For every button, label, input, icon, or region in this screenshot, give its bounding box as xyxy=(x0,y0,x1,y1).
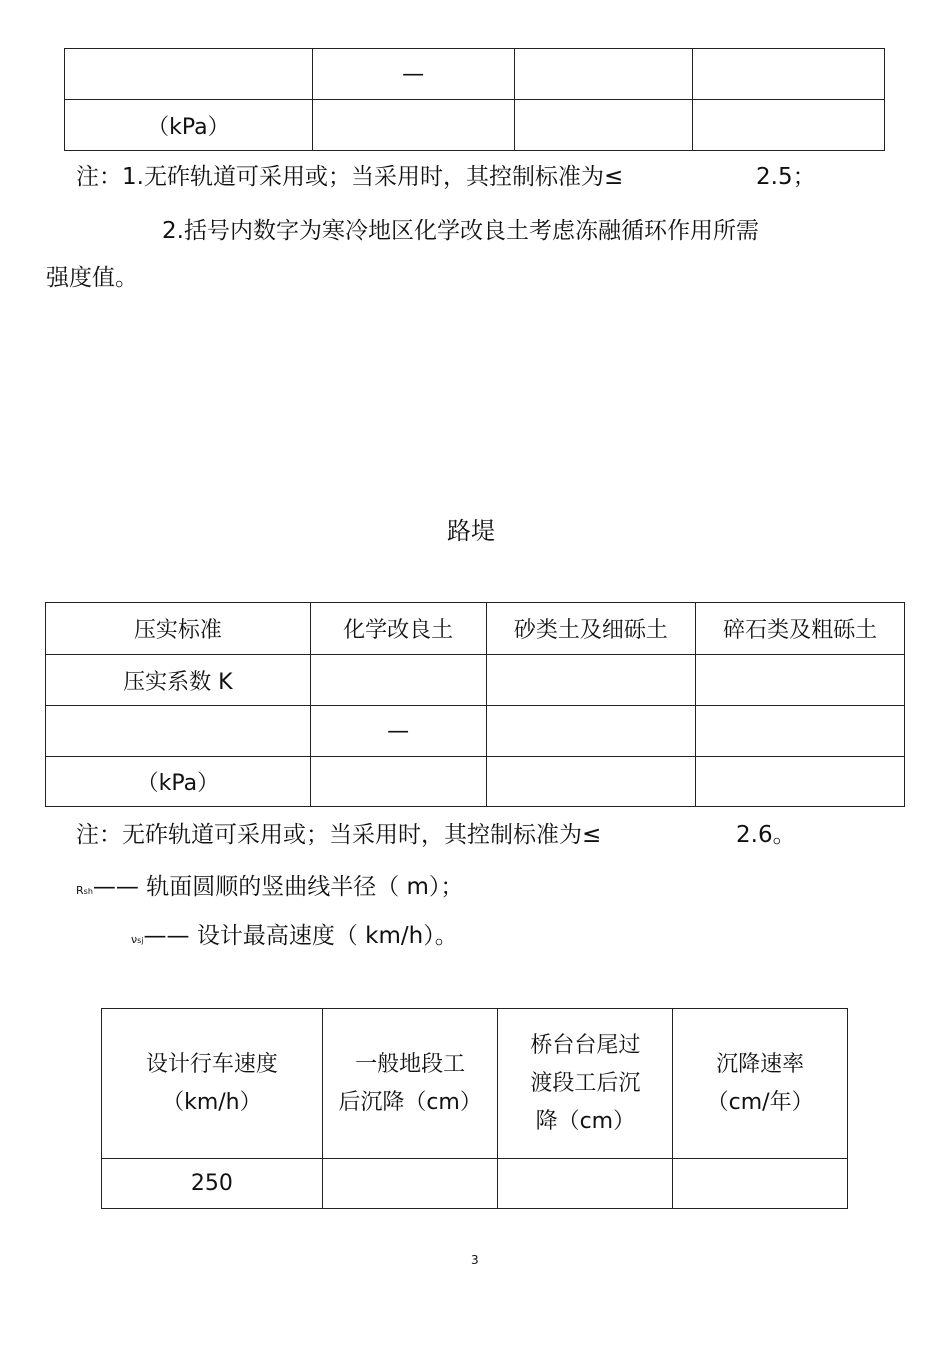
table-cell xyxy=(310,757,486,807)
table-header-cell: 压实标准 xyxy=(46,603,311,655)
table-cell xyxy=(693,100,885,151)
rsh-symbol: R xyxy=(76,884,84,897)
table-header-cell xyxy=(322,1009,498,1159)
rsh-subscript: sh xyxy=(83,887,93,896)
table-cell xyxy=(312,100,514,151)
vsj-subscript: sj xyxy=(137,936,144,945)
note-1-line-1 xyxy=(76,162,623,192)
vsj-symbol: ν xyxy=(131,933,138,946)
table-header-cell: 化学改良土 xyxy=(310,603,486,655)
section-title: 路堤 xyxy=(447,517,495,545)
table-cell xyxy=(486,706,696,757)
table-3 xyxy=(101,1008,848,1209)
rsh-text: —— 轨面圆顺的竖曲线半径（ m）； xyxy=(92,874,464,900)
header-line: 降（cm） xyxy=(535,1108,636,1134)
table-cell: — xyxy=(312,49,514,100)
table-header-row xyxy=(46,603,905,655)
table-row xyxy=(102,1159,848,1209)
header-line: 沉降速率 xyxy=(716,1051,805,1077)
table-row xyxy=(46,757,905,807)
table-header-cell xyxy=(102,1009,323,1159)
header-line: 后沉降（cm） xyxy=(338,1089,482,1115)
table-header-cell xyxy=(673,1009,848,1159)
table-row xyxy=(46,706,905,757)
note-1-value: 2.5； xyxy=(756,164,816,190)
table-cell xyxy=(65,49,313,100)
table-2 xyxy=(45,602,905,807)
table-cell xyxy=(514,49,693,100)
table-cell xyxy=(498,1159,673,1209)
table-cell xyxy=(322,1159,498,1209)
table-cell xyxy=(696,655,905,706)
header-line: （cm/年） xyxy=(706,1089,814,1115)
table-header-row xyxy=(102,1009,848,1159)
table-row xyxy=(46,655,905,706)
header-line: 设计行车速度 xyxy=(145,1051,278,1077)
vsj-text: —— 设计最高速度（ km/h）。 xyxy=(143,923,458,949)
table-1 xyxy=(64,48,885,151)
note-1-line-2: 2.括号内数字为寒冷地区化学改良土考虑冻融循环作用所需 xyxy=(162,218,759,244)
table-header-cell: 碎石类及粗砾土 xyxy=(696,603,905,655)
table-cell xyxy=(696,706,905,757)
definition-vsj xyxy=(131,921,458,956)
note-text: 1.无砟轨道可采用或；当采用时，其控制标准为≤ xyxy=(122,164,624,190)
header-line: 渡段工后沉 xyxy=(530,1070,641,1096)
table-cell: 250 xyxy=(102,1159,323,1209)
definition-rsh xyxy=(76,872,463,907)
table-row xyxy=(65,100,885,151)
table-cell xyxy=(310,655,486,706)
header-line: （km/h） xyxy=(162,1089,262,1115)
table-cell: （kPa） xyxy=(46,757,311,807)
table-row xyxy=(65,49,885,100)
table-header-cell: 砂类土及细砾土 xyxy=(486,603,696,655)
page-number: 3 xyxy=(471,1253,479,1267)
note-1-line-3: 强度值。 xyxy=(46,265,138,291)
note-2: 注：无砟轨道可采用或；当采用时，其控制标准为≤ xyxy=(76,822,602,848)
header-line: 桥台台尾过 xyxy=(530,1032,641,1058)
table-cell xyxy=(514,100,693,151)
table-cell xyxy=(486,655,696,706)
table-header-cell xyxy=(498,1009,673,1159)
note-prefix: 注： xyxy=(76,164,122,190)
table-cell xyxy=(693,49,885,100)
table-cell xyxy=(673,1159,848,1209)
table-cell: （kPa） xyxy=(65,100,313,151)
table-cell: — xyxy=(310,706,486,757)
note-2-value: 2.6。 xyxy=(736,822,796,848)
header-line: 一般地段工 xyxy=(355,1051,466,1077)
table-cell xyxy=(46,706,311,757)
table-cell xyxy=(486,757,696,807)
table-cell xyxy=(696,757,905,807)
table-cell: 压实系数 K xyxy=(46,655,311,706)
